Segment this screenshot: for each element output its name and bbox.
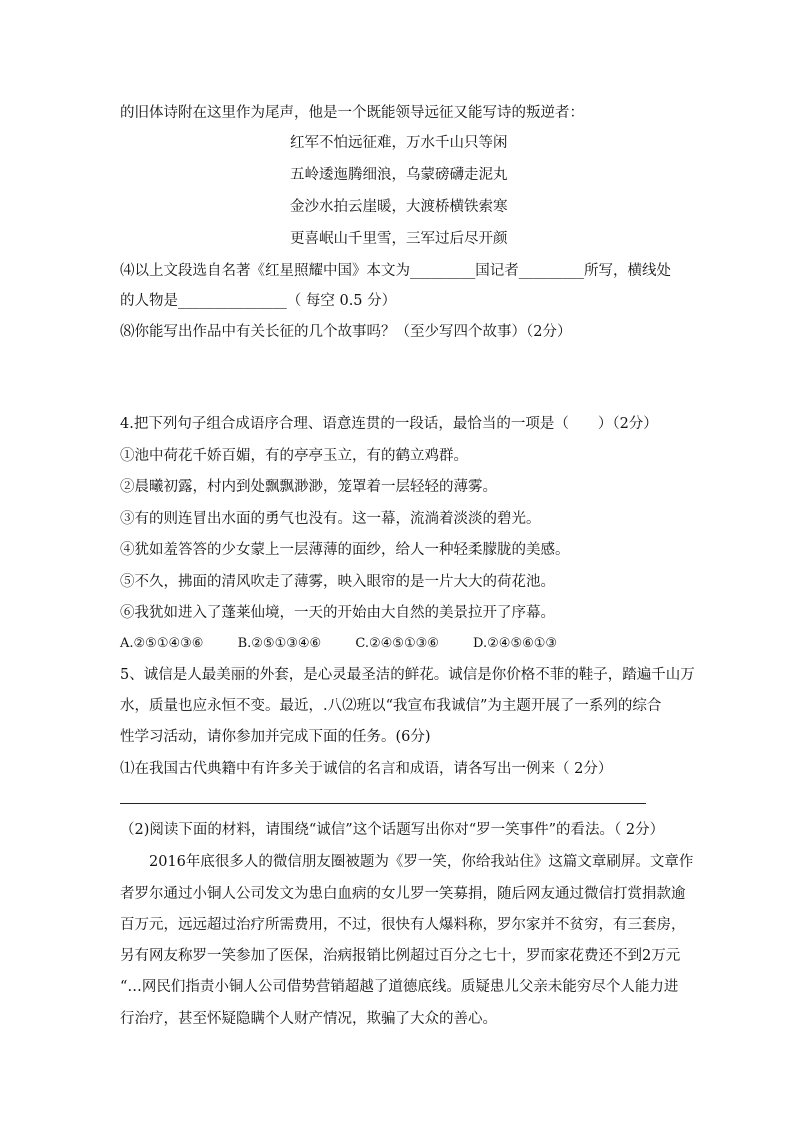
passage-line: “…网民们指责小铜人公司借势营销超越了道德底线。质疑患儿父亲未能穷尽个人能力进 xyxy=(120,979,679,995)
question-4-stem: 4.把下列句子组合成语序合理、语意连贯的一段话，最恰当的一项是（ ）（2分） xyxy=(120,416,658,432)
question-a-line1: ⑷以上文段选自名著《红星照耀中国》本文为_________国记者_________所写，横线处 xyxy=(120,263,671,279)
question-5-sub1: ⑴在我国古代典籍中有许多关于诚信的名言和成语，请各写出一例来（ 2分） xyxy=(120,761,613,777)
option-d: D.②④⑤⑥①③ xyxy=(473,636,558,651)
poem-line: 红军不怕远征难，万水千山只等闲 xyxy=(290,135,508,151)
option-b: B.②⑤①③④⑥ xyxy=(237,636,322,651)
question-b: ⑻你能写出作品中有关长征的几个故事吗？（至少写四个故事）（2分） xyxy=(120,324,572,340)
option-c: C.②④⑤①③⑥ xyxy=(355,636,439,651)
poem-line: 五岭逶迤腾细浪，乌蒙磅礴走泥丸 xyxy=(290,167,508,183)
intro-line: 的旧体诗附在这里作为尾声，他是一个既能领导远征又能写诗的叛逆者： xyxy=(120,105,584,121)
poem-line: 更喜岷山千里雪，三军过后尽开颜 xyxy=(290,231,508,247)
question-4-item: ④犹如羞答答的少女蒙上一层薄薄的面纱，给人一种轻柔朦胧的美感。 xyxy=(120,542,570,558)
question-4-item: ③有的则连冒出水面的勇气也没有。这一幕，流淌着淡淡的碧光。 xyxy=(120,511,541,527)
question-4-item: ①池中荷花千娇百媚，有的亭亭玉立，有的鹤立鸡群。 xyxy=(120,448,468,464)
poem-line: 金沙水拍云崖暖，大渡桥横铁索寒 xyxy=(290,199,508,215)
question-4-options xyxy=(120,634,587,654)
passage-line: 行治疗，甚至怀疑隐瞒个人财产情况，欺骗了大众的善心。 xyxy=(120,1011,497,1027)
passage-line: 者罗尔通过小铜人公司发文为患白血病的女儿罗一笑募捐，随后网友通过微信打赏捐款逾 xyxy=(120,886,686,902)
question-5-sub2: （2)阅读下面的材料，请围绕“诚信”这个话题写出你对“罗一笑事件”的看法。（ 2分） xyxy=(120,822,665,838)
option-a: A.②⑤①④③⑥ xyxy=(120,636,204,651)
question-5-line: 水，质量也应永恒不变。最近，.八⑵班以“我宣布我诚信”为主题开展了一系列的综合 xyxy=(120,698,662,714)
answer-underline xyxy=(120,803,646,804)
passage-line: 百万元，远远超过治疗所需费用，不过，很快有人爆料称，罗尔家并不贫穷，有三套房， xyxy=(120,917,686,933)
question-4-item: ②晨曦初露，村内到处飘飘渺渺，笼罩着一层轻轻的薄雾。 xyxy=(120,479,497,495)
question-4-item: ⑤不久，拂面的清风吹走了薄雾，映入眼帘的是一片大大的荷花池。 xyxy=(120,574,555,590)
question-5-line: 5、诚信是人最美丽的外套，是心灵最圣洁的鲜花。诚信是你价格不菲的鞋子，踏遍千山万 xyxy=(120,667,695,683)
question-5-line: 性学习活动，请你参加并完成下面的任务。(6分) xyxy=(120,729,431,745)
question-4-item: ⑥我犹如进入了蓬莱仙境，一天的开始由大自然的美景拉开了序幕。 xyxy=(120,605,555,621)
passage-line: 另有网友称罗一笑参加了医保，治病报销比例超过百分之七十，罗而家花费还不到2万元 xyxy=(120,948,681,964)
passage-line: 2016年底很多人的微信朋友圈被题为《罗一笑，你给我站住》这篇文章刷屏。文章作 xyxy=(120,854,694,870)
question-a-line2: 的人物是_______________（ 每空 0.5 分） xyxy=(120,293,397,309)
